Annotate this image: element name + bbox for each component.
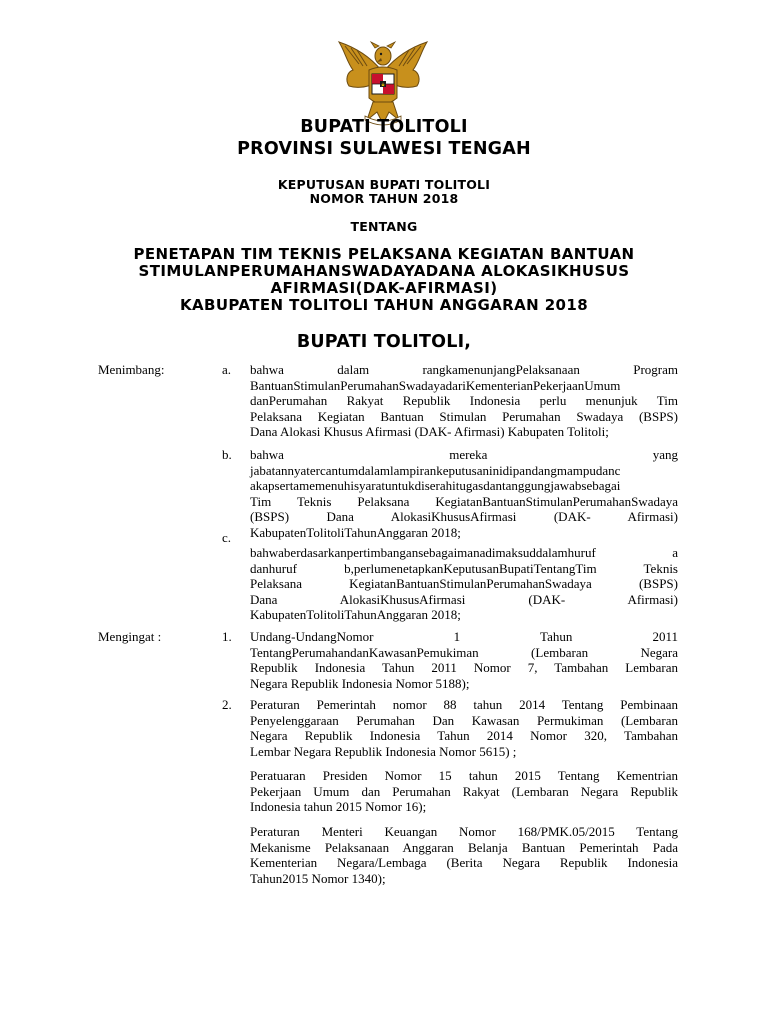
text-line: bahwa dalam rangkamenunjangPelaksanaan Program: [250, 362, 678, 377]
text-line: Pelaksana KegiatanBantuanStimulanPerumahanSwadaya (BSPS): [250, 576, 678, 591]
mengingat-item-1-marker: 1.: [222, 629, 232, 644]
menimbang-item-b-marker: b.: [222, 447, 232, 462]
text-line: Tim Teknis Pelaksana KegiatanBantuanStimulanPerumahanSwadaya: [250, 493, 678, 509]
mengingat-item-1: [250, 629, 678, 691]
text-line: Pekerjaan Umum dan Perumahan Rakyat (Lembaran Negara Republik: [250, 783, 678, 799]
text-line: jabatannyatercantumdalamlampirankeputusaninidipandangmampudanc: [250, 462, 621, 478]
menimbang-item-b: [250, 447, 678, 540]
subject-line-1: PENETAPAN TIM TEKNIS PELAKSANA KEGIATAN BANTUAN: [133, 245, 635, 263]
text-line: Dana Alokasi Khusus Afirmasi (DAK- Afirmasi) Kabupaten Tolitoli;: [250, 424, 609, 439]
text-line: danPerumahan Rakyat Republik Indonesia perlu menunjuk Tim: [250, 393, 678, 408]
text-line: (BSPS) Dana AlokasiKhususAfirmasi (DAK- Afirmasi): [250, 509, 678, 524]
mengingat-item-2: [250, 697, 678, 759]
text-line: danhuruf b,perlumenetapkanKeputusanBupatiTentangTim Teknis: [250, 560, 678, 576]
text-line: Republik Indonesia Tahun 2011 Nomor 7, Tambahan Lembaran: [250, 660, 678, 675]
text-line: Pelaksana Kegiatan Bantuan Stimulan Perumahan Swadaya (BSPS): [250, 408, 678, 424]
decree-number: NOMOR TAHUN 2018: [309, 191, 459, 206]
menimbang-label: Menimbang:: [98, 362, 165, 377]
mengingat-item-4: [250, 824, 678, 886]
text-line: TentangPerumahandanKawasanPemukiman (Lembaran Negara: [250, 644, 678, 660]
text-line: Penyelenggaraan Perumahan Dan Kawasan Permukiman (Lembaran: [250, 712, 678, 728]
text-line: Peratuaran Presiden Nomor 15 tahun 2015 Tentang Kementrian: [250, 768, 678, 783]
mengingat-item-2-marker: 2.: [222, 697, 232, 712]
text-line: akapsertamemenuhisyaratuntukdiserahitugasdantanggungjawabsebagai: [250, 478, 621, 493]
subject-line-2: STIMULANPERUMAHANSWADAYADANA ALOKASIKHUSUS: [138, 262, 630, 280]
text-line: BantuanStimulanPerumahanSwadayadariKementerianPekerjaanUmum: [250, 377, 621, 393]
subject-line-3: AFIRMASI(DAK-AFIRMASI): [270, 279, 498, 297]
text-line: Undang-UndangNomor 1 Tahun 2011: [250, 629, 678, 644]
about-label: TENTANG: [350, 219, 418, 234]
mengingat-item-3: [250, 768, 678, 815]
issuer-title: BUPATI TOLITOLI: [300, 117, 468, 137]
menimbang-item-a: [250, 362, 678, 440]
issuer-heading: BUPATI TOLITOLI,: [296, 332, 472, 352]
text-line: Kementerian Negara/Lembaga (Berita Negara Republik Indonesia: [250, 855, 678, 870]
menimbang-item-c: [250, 545, 678, 623]
subject-line-4: KABUPATEN TOLITOLI TAHUN ANGGARAN 2018: [179, 296, 589, 314]
text-line: KabupatenTolitoliTahunAnggaran 2018;: [250, 607, 461, 622]
text-line: bahwaberdasarkanpertimbangansebagaimanadimaksuddalamhuruf a: [250, 545, 678, 560]
text-line: KabupatenTolitoliTahunAnggaran 2018;: [250, 524, 461, 540]
province-title: PROVINSI SULAWESI TENGAH: [237, 139, 531, 159]
text-line: Peraturan Pemerintah nomor 88 tahun 2014 Tentang Pembinaan: [250, 697, 678, 712]
decree-title: KEPUTUSAN BUPATI TOLITOLI: [277, 177, 491, 192]
text-line: bahwa mereka yang: [250, 447, 678, 462]
text-line: Lembar Negara Republik Indonesia Nomor 5615) ;: [250, 743, 517, 759]
mengingat-label: Mengingat :: [98, 629, 162, 644]
text-line: Dana AlokasiKhususAfirmasi (DAK- Afirmasi): [250, 591, 678, 607]
menimbang-item-c-marker: c.: [222, 530, 232, 545]
text-line: Indonesia tahun 2015 Nomor 16);: [250, 799, 427, 814]
text-line: Negara Republik Indonesia Tahun 2014 Nomor 320, Tambahan: [250, 728, 678, 743]
menimbang-item-a-marker: a.: [222, 362, 232, 377]
text-line: Peraturan Menteri Keuangan Nomor 168/PMK.05/2015 Tentang: [250, 824, 678, 839]
text-line: Negara Republik Indonesia Nomor 5188);: [250, 675, 470, 691]
text-line: Mekanisme Pelaksanaan Anggaran Belanja Bantuan Pemerintah Pada: [250, 839, 678, 855]
text-line: Tahun2015 Nomor 1340);: [250, 870, 386, 886]
